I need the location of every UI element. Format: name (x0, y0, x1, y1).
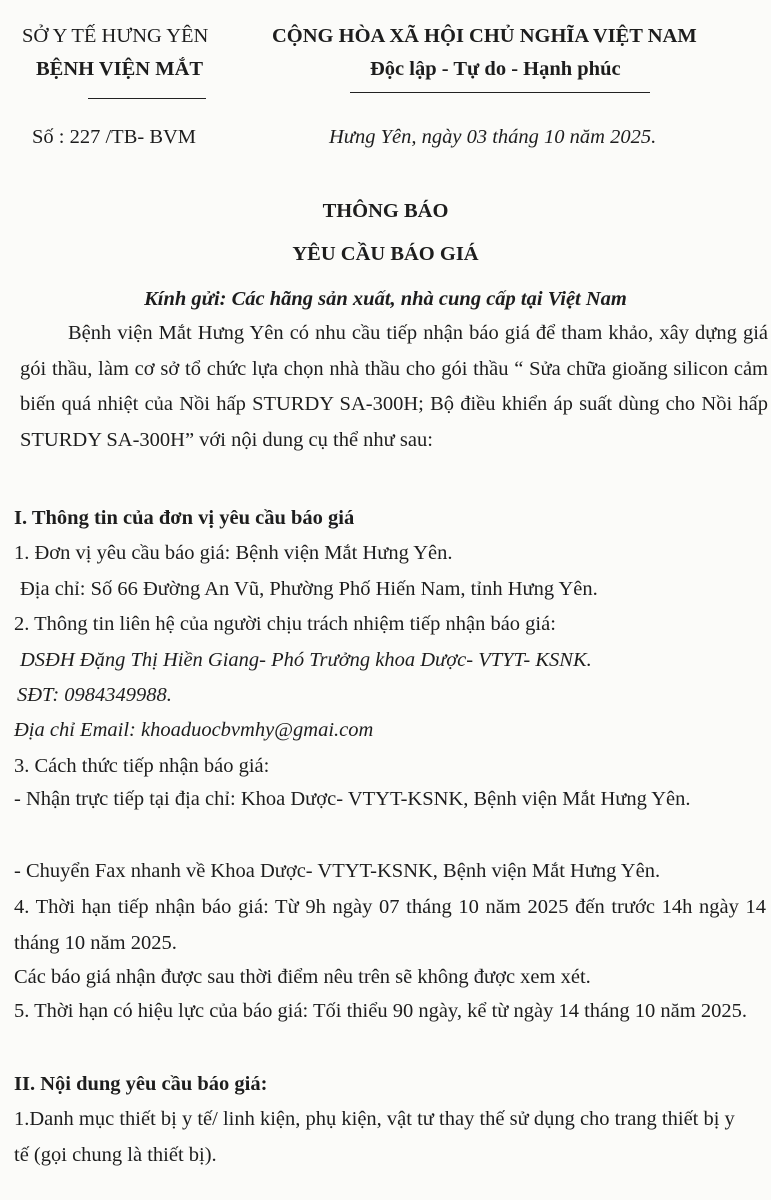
left-underline (88, 98, 206, 99)
section1-item3a: - Nhận trực tiếp tại địa chỉ: Khoa Dược- VTYT-KSNK, Bệnh viện Mắt Hưng Yên. (14, 788, 691, 810)
section1-item1: 1. Đơn vị yêu cầu báo giá: Bệnh viện Mắt Hưng Yên. (14, 542, 453, 564)
section2-heading: II. Nội dung yêu cầu báo giá: (14, 1073, 268, 1095)
section1-item3b: - Chuyển Fax nhanh về Khoa Dược- VTYT-KSNK, Bệnh viện Mắt Hưng Yên. (14, 860, 661, 882)
section1-item3: 3. Cách thức tiếp nhận báo giá: (14, 755, 270, 777)
section1-heading: I. Thông tin của đơn vị yêu cầu báo giá (14, 507, 355, 529)
left-org: SỞ Y TẾ HƯNG YÊN (22, 25, 209, 47)
national-title: CỘNG HÒA XÃ HỘI CHỦ NGHĨA VIỆT NAM (272, 25, 697, 47)
section2-item1: 1.Danh mục thiết bị y tế/ linh kiện, phụ kiện, vật tư thay thế sử dụng cho trang thiết bị y tế (gọi chung là thiết bị). (14, 1108, 735, 1166)
left-unit: BỆNH VIỆN MẮT (36, 58, 204, 80)
section1-item5: 5. Thời hạn có hiệu lực của báo giá: Tối thiểu 90 ngày, kể từ ngày 14 tháng 10 năm 2025. (14, 1000, 747, 1022)
doc-subtitle: YÊU CẦU BÁO GIÁ (292, 243, 479, 265)
section1-item4-note: Các báo giá nhận được sau thời điểm nêu trên sẽ không được xem xét. (14, 966, 591, 988)
section1-item2: 2. Thông tin liên hệ của người chịu trách nhiệm tiếp nhận báo giá: (14, 613, 556, 635)
intro-paragraph: Bệnh viện Mắt Hưng Yên có nhu cầu tiếp nhận báo giá để tham khảo, xây dựng giá gói thầu, làm cơ sở tổ chức lựa chọn nhà thầu cho gói thầu “ Sửa chữa gioăng silicon cảm biến quá nhiệt của Nồi hấp STURDY SA-300H; Bộ điều khiển áp suất dùng cho Nồi hấp STURDY SA-300H” với nội dung cụ thể như sau: (20, 322, 768, 451)
national-motto: Độc lập - Tự do - Hạnh phúc (370, 58, 621, 80)
contact-name: DSĐH Đặng Thị Hiền Giang- Phó Trưởng khoa Dược- VTYT- KSNK. (20, 649, 592, 671)
contact-email-line: Địa chỉ Email: khoaduocbvmhy@gmai.com (14, 719, 374, 741)
contact-phone: SĐT: 0984349988. (17, 684, 172, 706)
doc-title: THÔNG BÁO (322, 200, 449, 222)
section1-item4: 4. Thời hạn tiếp nhận báo giá: Từ 9h ngày 07 tháng 10 năm 2025 đến trước 14h ngày 14 tháng 10 năm 2025. (14, 896, 766, 954)
right-underline (350, 92, 650, 93)
recipient: Kính gửi: Các hãng sản xuất, nhà cung cấp tại Việt Nam (144, 288, 627, 310)
place-date: Hưng Yên, ngày 03 tháng 10 năm 2025. (329, 126, 657, 148)
document-number: Số : 227 /TB- BVM (32, 126, 197, 148)
section1-address: Địa chỉ: Số 66 Đường An Vũ, Phường Phố Hiến Nam, tỉnh Hưng Yên. (20, 578, 598, 600)
